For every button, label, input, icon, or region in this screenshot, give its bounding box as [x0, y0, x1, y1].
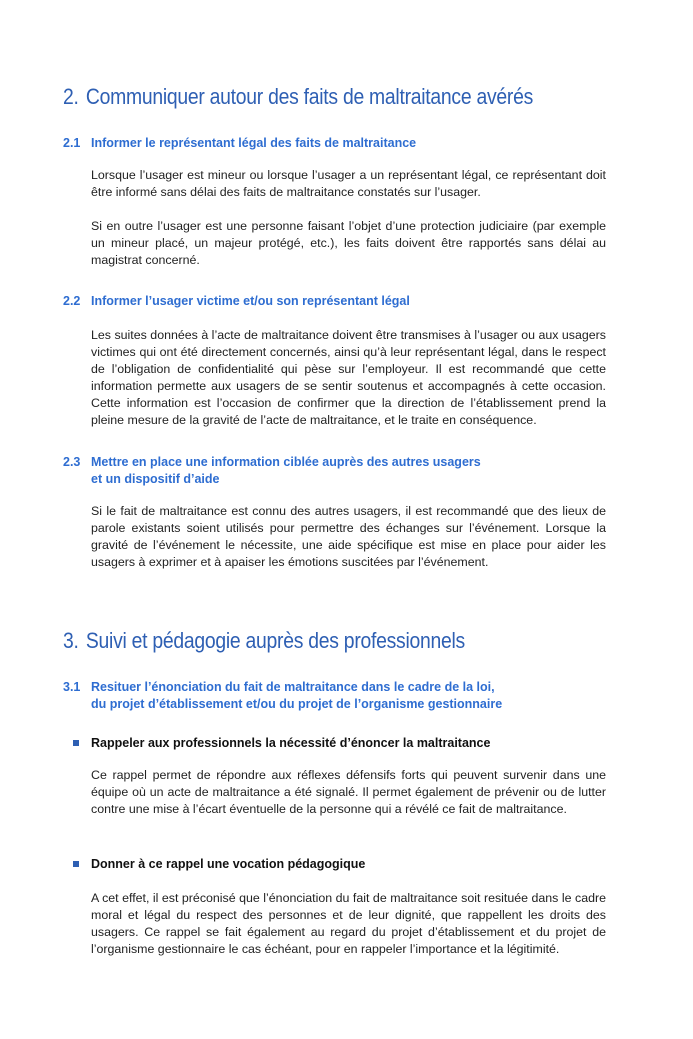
subsection-2-3-title-line1: Mettre en place une information ciblée auprès des autres usagers — [91, 455, 481, 469]
subsection-3-1-title-line1: Resituer l’énonciation du fait de maltraitance dans le cadre de la loi, — [91, 680, 495, 694]
subsection-2-1-title: Informer le représentant légal des faits de maltraitance — [91, 136, 417, 150]
subsection-2-2-heading — [63, 293, 410, 310]
bullet-donner-title: Donner à ce rappel une vocation pédagogique — [91, 857, 366, 871]
paragraph-3-1-b: A cet effet, il est préconisé que l’énonciation du fait de maltraitance soit resituée dans le cadre moral et légal du respect des personnes et de leur dignité, que rappellent les droits des usagers. Ce rappel se fait également au regard du projet d’établissement et du projet de l’organisme gestionnaire le cas échéant, pour en rappeler l’importance et la légitimité. — [91, 891, 606, 956]
square-bullet-icon — [73, 740, 79, 746]
subsection-2-3-number: 2.3 — [63, 455, 81, 469]
paragraph-2-3: Si le fait de maltraitance est connu des autres usagers, il est recommandé que des lieux de parole existants soient utilisés pour permettre des échanges sur l’événement. Lorsque la gravité de l’événement le nécessite, une aide spécifique est mise en place pour aider les usagers à exprimer et à apaiser les émotions suscitées par l’événement. — [91, 504, 606, 569]
section-3-number: 3. — [63, 628, 79, 653]
bullet-rappeler-title: Rappeler aux professionnels la nécessité d’énoncer la maltraitance — [91, 736, 491, 750]
paragraph-2-2: Les suites données à l’acte de maltraitance doivent être transmises à l’usager ou aux usagers victimes qui ont été directement concernés, ainsi qu’à leur représentant légal, dans le respect de l’obligation de confidentialité qui pèse sur l’employeur. Il est recommandé que cette information permette aux usagers de se sentir soutenus et accompagnés à cette occasion. Cette information est l’occasion de confirmer que la direction de l’établissement prend la pleine mesure de la gravité de l’acte de maltraitance, et le traite en conséquence. — [91, 328, 606, 427]
bullet-donner — [73, 856, 365, 873]
section-2-number: 2. — [63, 84, 79, 109]
subsection-2-2-number: 2.2 — [63, 294, 81, 308]
subsection-3-1-title-line2: du projet d’établissement et/ou du projet de l’organisme gestionnaire — [91, 697, 503, 711]
paragraph-3-1-a: Ce rappel permet de répondre aux réflexes défensifs forts qui peuvent survenir dans une équipe où un acte de maltraitance a été signalé. Il permet également de prévenir ou de lutter contre une mise à l’écart éventuelle de la personne qui a révélé ce fait de maltraitance. — [91, 768, 606, 816]
section-3-heading — [63, 628, 465, 654]
subsection-2-1-heading — [63, 135, 416, 152]
subsection-2-3-heading — [63, 454, 481, 488]
section-3-title: Suivi et pédagogie auprès des professionnels — [85, 628, 465, 653]
subsection-2-2-title: Informer l’usager victime et/ou son représentant légal — [91, 294, 410, 308]
subsection-3-1-number: 3.1 — [63, 680, 81, 694]
bullet-rappeler — [73, 735, 490, 752]
subsection-3-1-heading — [63, 679, 502, 713]
subsection-2-1-number: 2.1 — [63, 136, 81, 150]
subsection-2-3-title-line2: et un dispositif d’aide — [91, 472, 220, 486]
square-bullet-icon — [73, 861, 79, 867]
paragraph-2-1-a: Lorsque l’usager est mineur ou lorsque l’usager a un représentant légal, ce représentant doit être informé sans délai des faits de maltraitance constatés sur l’usager. — [91, 168, 606, 199]
section-2-heading — [63, 84, 533, 110]
section-2-title: Communiquer autour des faits de maltraitance avérés — [85, 84, 533, 109]
paragraph-2-1-b: Si en outre l’usager est une personne faisant l’objet d’une protection judiciaire (par exemple un mineur placé, un majeur protégé, etc.), les faits doivent être rapportés sans délai au magistrat concerné. — [91, 219, 606, 267]
